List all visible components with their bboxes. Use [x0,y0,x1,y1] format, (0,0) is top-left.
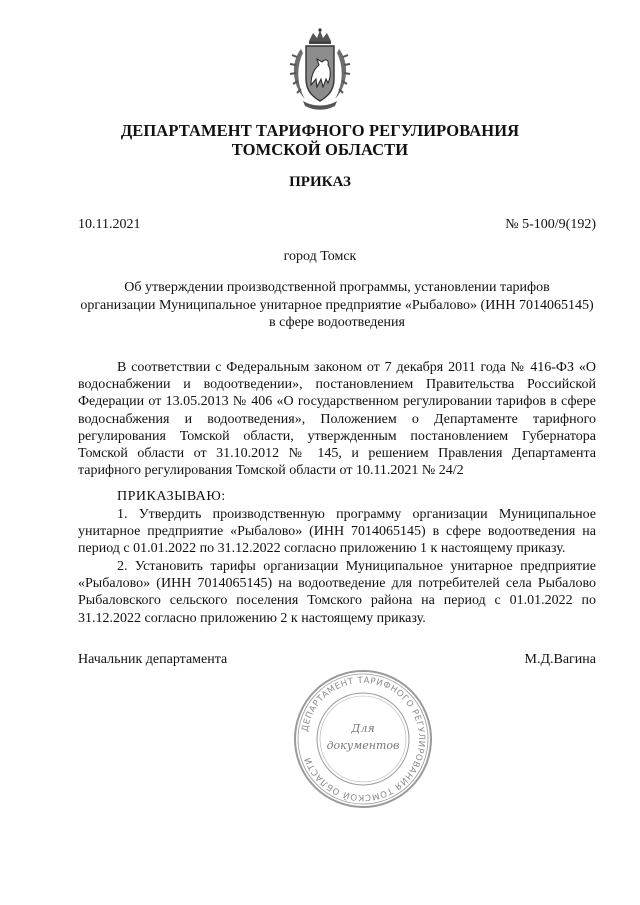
organization-name-line1: ДЕПАРТАМЕНТ ТАРИФНОГО РЕГУЛИРОВАНИЯ [120,121,520,140]
order-item-1: 1. Утвердить производственную программу организации Муниципальное унитарное предприятие «Рыбалово» (ИНН 7014065145) в сфере водоотведения на период с 01.01.2022 по 31.12.2022 согласно приложению 1 к настоящему приказу. [78,507,596,557]
document-city: город Томск [283,249,357,264]
document-number: № 5-100/9(192) [505,217,596,232]
order-directive: ПРИКАЗЫВАЮ: [117,489,226,504]
signatory-name: М.Д.Вагина [524,652,596,667]
subject-line1: Об утверждении производственной программы, установлении тарифов [124,280,550,295]
preamble-paragraph: В соответствии с Федеральным законом от 7 декабря 2011 года № 416-ФЗ «О водоснабжении и водоотведении», постановлением Правительства Российской Федерации от 13.05.2013 № 406 «О государственном регулировании тарифов в сфере водоснабжения и водоотведения», Положением о Департаменте тарифного регулирования Томской области, утвержденным постановлением Губернатора Томской области от 31.10.2012 № 145, и решением Правления Департамента тарифного регулирования Томской области от 10.11.2021 № 24/2 [78,360,596,479]
document-date: 10.11.2021 [78,217,141,232]
official-seal-icon [292,668,434,810]
organization-name-line2: ТОМСКОЙ ОБЛАСТИ [231,140,409,159]
stamp-inner-line2: документов [326,739,400,752]
document-type: ПРИКАЗ [289,174,351,190]
stamp-inner-line1: Для [351,722,375,735]
tomsk-coat-of-arms-icon [287,27,353,111]
subject-line2: организации Муниципальное унитарное предприятие «Рыбалово» (ИНН 7014065145) [80,297,594,313]
order-item-2: 2. Установить тарифы организации Муниципальное унитарное предприятие «Рыбалово» (ИНН 7014065145) на водоотведение для потребителей села Рыбалово Рыбаловского сельского поселения Томского района на период с 01.01.2022 по 31.12.2022 согласно приложению 2 к настоящему приказу. [78,559,596,626]
subject-line3: в сфере водоотведения [269,315,405,330]
stamp-ring-text: ДЕПАРТАМЕНТ ТАРИФНОГО РЕГУЛИРОВАНИЯ ТОМСКОЙ ОБЛАСТИ [300,675,427,803]
document-subject [78,279,596,332]
signatory-position: Начальник департамента [78,652,228,667]
